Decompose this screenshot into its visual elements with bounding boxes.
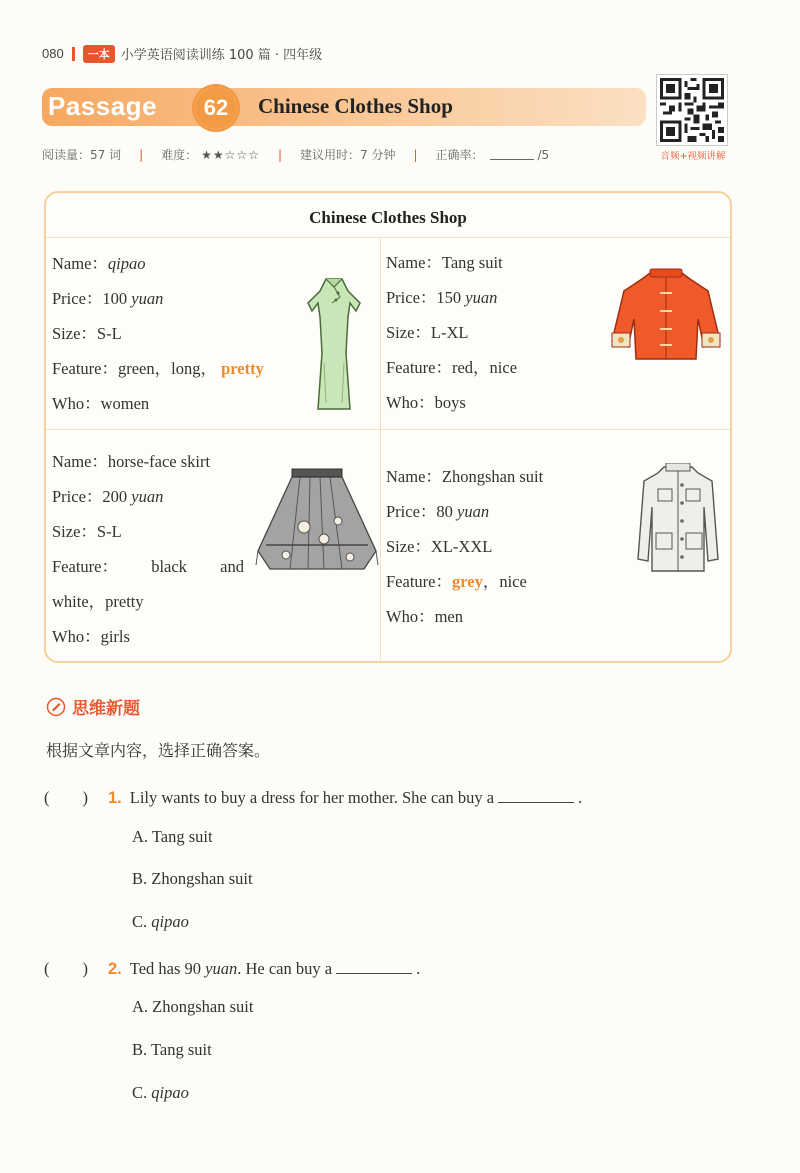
passage-stats	[42, 146, 549, 163]
option-text: qipao	[151, 912, 189, 931]
item-who: men	[434, 607, 463, 626]
question-number: 1.	[108, 789, 122, 807]
accuracy-blank[interactable]	[490, 150, 534, 160]
tang-suit-illustration	[610, 267, 722, 363]
answer-blank[interactable]: ( )	[44, 788, 88, 807]
who-label: Who：	[52, 394, 101, 413]
price-label: Price：	[386, 502, 437, 521]
who-label: Who：	[52, 627, 101, 646]
option-text: Tang suit	[150, 1040, 212, 1059]
difficulty-label: 难度：	[161, 148, 198, 162]
page-number: 080	[42, 46, 64, 61]
answer-blank[interactable]: ( )	[44, 959, 88, 978]
passage-label: Passage	[48, 91, 158, 121]
question-text: Lily wants to buy a dress for her mother. She can buy a	[129, 788, 495, 807]
item-name: Zhongshan suit	[441, 467, 544, 486]
question-2	[44, 955, 420, 979]
name-label: Name：	[52, 254, 108, 273]
q1-option-a[interactable]	[132, 827, 213, 847]
size-label: Size：	[52, 522, 97, 541]
price-unit: yuan	[131, 289, 164, 308]
question-end: .	[416, 959, 421, 978]
question-text: Ted has 90	[129, 959, 202, 978]
question-end: .	[578, 788, 583, 807]
name-label: Name：	[386, 467, 442, 486]
item-feature-highlight: grey	[451, 572, 483, 591]
option-letter: C.	[132, 912, 148, 931]
name-label: Name：	[52, 452, 108, 471]
price-unit: yuan	[457, 502, 490, 521]
question-unit: yuan	[205, 959, 238, 978]
item-feature-highlight: pretty	[221, 359, 264, 378]
item-tang-suit	[386, 245, 517, 420]
stats-divider: |	[277, 147, 282, 162]
passage-number-badge	[192, 84, 240, 132]
name-label: Name：	[386, 253, 442, 272]
item-price: 100	[102, 289, 128, 308]
brand-logo: 一本	[83, 45, 115, 63]
book-title: 小学英语阅读训练 100 篇 · 四年级	[120, 48, 323, 63]
q1-option-c[interactable]	[132, 912, 189, 932]
thinking-icon	[46, 697, 66, 717]
item-who: women	[100, 394, 150, 413]
price-unit: yuan	[131, 487, 164, 506]
fill-blank	[498, 791, 574, 803]
size-label: Size：	[52, 324, 97, 343]
option-letter: B.	[132, 869, 148, 888]
item-price: 80	[436, 502, 453, 521]
zhongshan-suit-illustration	[636, 463, 720, 575]
word-count: 阅读量：57 词	[42, 148, 122, 162]
feature-label: Feature：	[52, 557, 118, 576]
item-zhongshan-suit	[386, 459, 543, 634]
qr-caption: 音频+视频讲解	[660, 151, 726, 162]
option-text: Zhongshan suit	[151, 869, 253, 888]
header-divider	[72, 47, 75, 61]
passage-title: Chinese Clothes Shop	[258, 94, 453, 118]
item-price: 200	[102, 487, 128, 506]
feature-label: Feature：	[52, 359, 118, 378]
section-title-text: 思维新题	[72, 699, 140, 719]
size-label: Size：	[386, 537, 431, 556]
size-label: Size：	[386, 323, 431, 342]
question-1	[44, 784, 582, 808]
item-horse-face-skirt	[52, 444, 244, 654]
feature-label: Feature：	[386, 572, 452, 591]
item-name: horse-face skirt	[107, 452, 211, 471]
table-divider	[46, 429, 730, 430]
item-qipao	[52, 246, 264, 421]
instruction-text: 根据文章内容，选择正确答案。	[46, 741, 271, 760]
difficulty-stars: ★★☆☆☆	[201, 147, 260, 162]
option-text: Tang suit	[151, 827, 213, 846]
item-feature: red，nice	[451, 358, 518, 377]
question-text: . He can buy a	[237, 959, 333, 978]
item-size: L-XL	[430, 323, 469, 342]
item-name: qipao	[107, 254, 146, 273]
item-who: girls	[100, 627, 130, 646]
option-text: Zhongshan suit	[152, 997, 254, 1016]
who-label: Who：	[386, 607, 435, 626]
accuracy-label: 正确率：	[435, 148, 484, 162]
page-header	[42, 44, 322, 63]
item-who: boys	[434, 393, 466, 412]
item-feature: black	[151, 557, 187, 576]
price-label: Price：	[52, 487, 103, 506]
stats-divider: |	[139, 147, 144, 162]
option-letter: C.	[132, 1083, 148, 1102]
item-price: 150	[436, 288, 462, 307]
table-title: Chinese Clothes Shop	[309, 208, 467, 227]
fill-blank	[336, 962, 412, 974]
passage-banner	[42, 88, 646, 126]
q1-option-b[interactable]	[132, 869, 253, 889]
stats-divider: |	[413, 147, 418, 162]
table-divider	[380, 237, 381, 663]
accuracy-total: /5	[537, 147, 550, 162]
price-label: Price：	[52, 289, 103, 308]
who-label: Who：	[386, 393, 435, 412]
item-size: XL-XXL	[430, 537, 493, 556]
price-label: Price：	[386, 288, 437, 307]
price-unit: yuan	[465, 288, 498, 307]
table-divider	[46, 237, 730, 238]
qipao-illustration	[304, 273, 364, 413]
feature-label: Feature：	[386, 358, 452, 377]
option-letter: A.	[132, 997, 149, 1016]
q2-option-c[interactable]	[132, 1083, 189, 1103]
passage-number: 62	[195, 87, 237, 129]
option-letter: B.	[132, 1040, 148, 1059]
item-feature: and	[220, 557, 244, 576]
item-feature: white，pretty	[52, 592, 144, 611]
item-name: Tang suit	[441, 253, 503, 272]
section-title	[46, 694, 140, 719]
option-text: qipao	[151, 1083, 189, 1102]
item-size: S-L	[96, 522, 122, 541]
q2-option-b[interactable]	[132, 1040, 212, 1060]
question-number: 2.	[108, 960, 122, 978]
option-letter: A.	[132, 827, 149, 846]
item-size: S-L	[96, 324, 122, 343]
clothes-table	[44, 191, 732, 663]
qr-code-icon[interactable]	[656, 74, 728, 146]
suggested-time: 建议用时：7 分钟	[300, 148, 396, 162]
horse-face-skirt-illustration	[254, 465, 380, 577]
q2-option-a[interactable]	[132, 997, 253, 1017]
item-feature: ，nice	[482, 572, 527, 591]
item-feature: green，long，	[117, 359, 217, 378]
